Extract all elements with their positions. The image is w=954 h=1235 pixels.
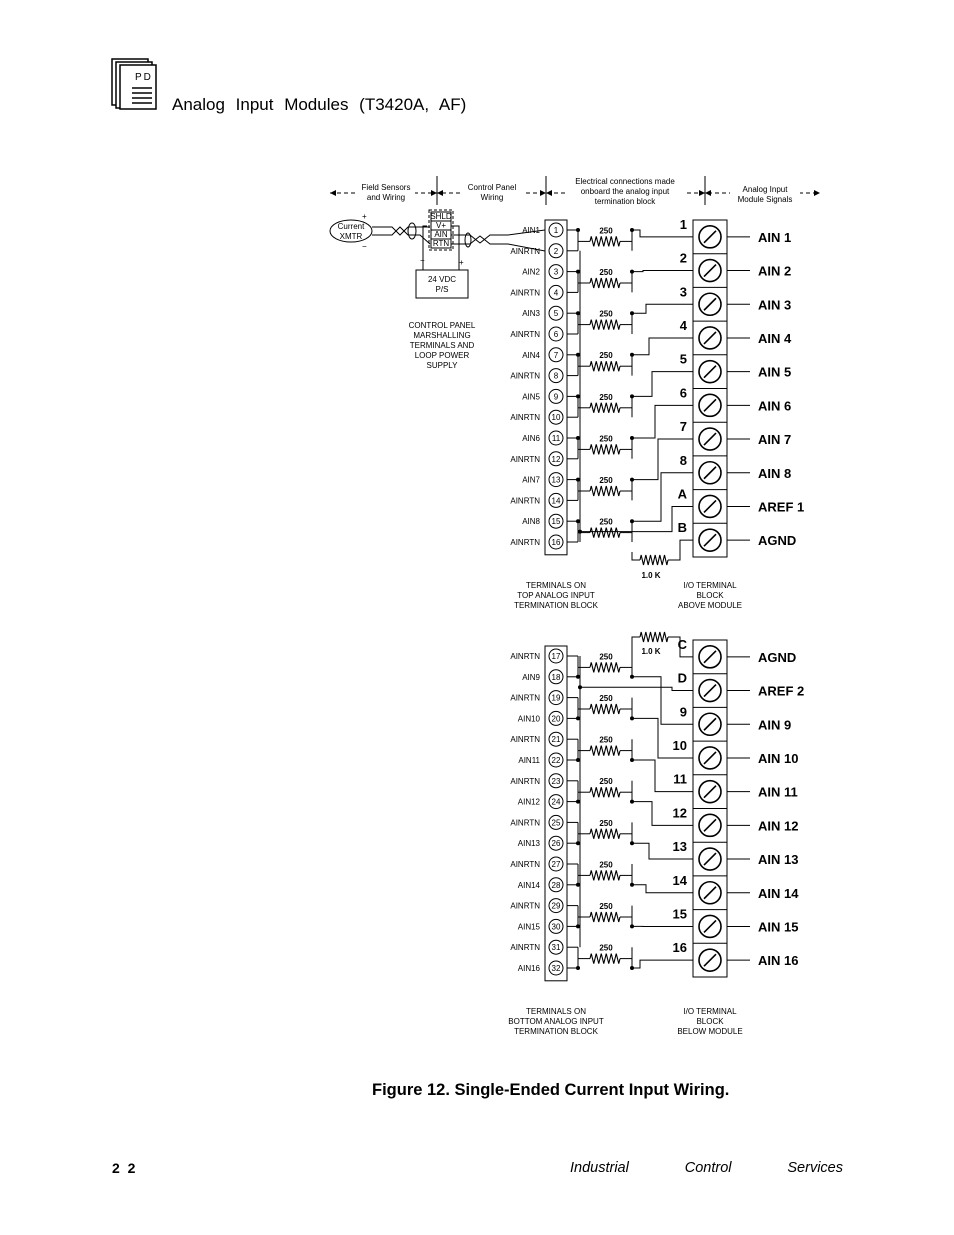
io-caption: ABOVE MODULE (677, 601, 743, 610)
terminal-number: 8 (553, 371, 559, 381)
resistor-value: 250 (599, 309, 613, 319)
resistor-value: 250 (599, 268, 613, 277)
resistor-250 (590, 870, 620, 880)
arrow-head (540, 190, 546, 196)
polarity-minus: − (362, 242, 367, 251)
termination-caption: TERMINALS ON (525, 1007, 587, 1016)
terminal-number: 14 (551, 496, 561, 506)
resistor-value: 250 (599, 351, 613, 361)
terminal-label: AIN5 (522, 392, 540, 402)
module-signal-label: AIN 5 (758, 364, 792, 380)
terminal-number: 11 (551, 434, 561, 443)
junction-dot (576, 394, 580, 398)
terminal-number: 32 (551, 964, 561, 973)
terminal-label: AINRTN (510, 693, 540, 703)
terminal-label: AINRTN (510, 288, 540, 298)
module-signal-label: AREF 1 (758, 499, 805, 515)
io-terminal-id: 6 (679, 385, 687, 401)
io-terminal-id: 2 (679, 250, 687, 266)
junction-dot (578, 530, 582, 534)
io-terminal-id: 14 (672, 872, 687, 888)
terminal-number: 4 (553, 288, 559, 298)
terminal-number: 2 (553, 246, 559, 256)
terminal-label: AIN6 (522, 434, 540, 443)
zone-label: Wiring (480, 193, 504, 202)
module-signal-label: AIN 4 (758, 330, 792, 346)
module-signal-label: AIN 1 (758, 229, 792, 245)
page-number: 2 2 (112, 1160, 138, 1176)
terminal-label: AINRTN (510, 735, 540, 745)
io-terminal-id: 3 (679, 284, 687, 300)
arrow-head (546, 190, 552, 196)
junction-dot (576, 353, 580, 357)
io-terminal-id: 7 (679, 419, 687, 435)
io-terminal-id: 8 (679, 452, 687, 468)
terminal-number: 31 (551, 943, 561, 953)
module-signal-label: AIN 8 (758, 465, 792, 481)
bias-wire (632, 552, 640, 560)
resistor-value: 250 (599, 818, 613, 828)
power-supply-label: 24 VDC (427, 275, 457, 284)
terminal-label: AIN15 (517, 922, 540, 932)
io-terminal-id: 5 (679, 351, 687, 367)
terminal-number: 10 (551, 413, 561, 423)
terminal-number: 20 (551, 714, 561, 724)
module-signal-label: AREF 2 (758, 683, 805, 699)
arrow-head (814, 190, 820, 196)
marshalling-terminal-label: RTN (432, 239, 450, 248)
terminal-number: 28 (551, 880, 561, 890)
resistor-value: 250 (599, 943, 613, 953)
module-signal-label: AIN 14 (758, 885, 799, 901)
resistor-250 (590, 320, 620, 330)
resistor-value: 250 (599, 392, 613, 402)
terminal-label: AIN2 (522, 267, 540, 277)
arrow-head (437, 190, 443, 196)
resistor-value: 250 (599, 652, 613, 662)
terminal-number: 17 (551, 652, 561, 661)
junction-dot (576, 519, 580, 523)
terminal-label: AINRTN (510, 496, 540, 506)
logo-text: PD (135, 72, 153, 83)
io-terminal-id: 13 (672, 839, 687, 855)
resistor-250 (590, 528, 620, 538)
terminal-label: AIN12 (517, 797, 540, 807)
terminal-number: 7 (553, 350, 559, 360)
junction-dot (576, 716, 580, 720)
io-caption: I/O TERMINAL (683, 1007, 737, 1016)
terminal-label: AINRTN (510, 818, 540, 828)
marshalling-terminal-label: AIN (434, 230, 448, 239)
loop-wire (451, 226, 459, 270)
junction-dot (576, 924, 580, 928)
resistor-value: 250 (599, 735, 613, 745)
terminal-number: 22 (551, 756, 561, 765)
figure-caption: Figure 12. Single-Ended Current Input Wiring. (372, 1081, 730, 1099)
resistor-value: 250 (599, 434, 613, 444)
agnd-wire (668, 540, 693, 560)
resistor-value: 250 (599, 517, 613, 527)
resistor-value: 250 (599, 694, 613, 703)
io-terminal-id: B (677, 520, 687, 536)
terminal-number: 29 (551, 901, 561, 911)
terminal-label: AIN4 (522, 350, 540, 360)
terminal-label: AIN11 (518, 756, 540, 765)
io-terminal-id: 4 (679, 317, 687, 333)
zone-label: Control Panel (467, 183, 517, 192)
terminal-label: AIN7 (522, 475, 540, 485)
resistor-250 (590, 278, 620, 288)
terminal-label: AINRTN (510, 652, 540, 661)
junction-dot (576, 800, 580, 804)
junction-dot (576, 758, 580, 762)
polarity-plus: + (362, 212, 367, 221)
junction-dot (578, 685, 582, 689)
terminal-number: 3 (553, 267, 559, 277)
io-caption: BLOCK (696, 591, 724, 600)
power-supply-label: P/S (435, 285, 449, 294)
junction-dot (576, 675, 580, 679)
footer-word: Control (684, 1160, 732, 1176)
terminal-label: AINRTN (510, 776, 540, 786)
zone-label: and Wiring (366, 193, 406, 202)
resistor-value: 250 (599, 777, 613, 787)
io-terminal-id: D (677, 670, 687, 686)
resistor-250 (590, 444, 620, 454)
module-signal-label: AIN 2 (758, 263, 792, 279)
module-signal-label: AIN 9 (758, 717, 792, 733)
bias-resistor-value: 1.0 K (641, 647, 661, 656)
aref-wire (580, 687, 693, 690)
shield (408, 223, 416, 239)
xmtr-label: Current (337, 222, 365, 231)
arrow-head (699, 190, 705, 196)
junction-dot (576, 841, 580, 845)
terminal-label: AINRTN (510, 413, 540, 423)
module-signal-label: AGND (758, 533, 797, 549)
terminal-number: 24 (551, 797, 561, 807)
terminal-number: 12 (551, 454, 561, 464)
terminal-label: AINRTN (510, 246, 540, 256)
resistor-250 (590, 361, 620, 371)
terminal-number: 9 (553, 392, 559, 402)
aref-wire (580, 506, 693, 531)
control-panel-note: SUPPLY (426, 361, 458, 370)
terminal-number: 19 (551, 693, 561, 703)
page-header-title: Analog Input Modules (T3420A, AF) (172, 95, 467, 114)
junction-dot (576, 311, 580, 315)
io-terminal-id: 11 (673, 771, 687, 787)
io-terminal-id: 9 (679, 704, 687, 720)
marshalling-terminal-label: V+ (435, 221, 447, 230)
bias-wire (632, 637, 640, 658)
terminal-number: 25 (551, 818, 561, 828)
terminal-label: AIN14 (517, 880, 540, 890)
module-signal-label: AIN 11 (758, 784, 798, 800)
bias-resistor (640, 632, 668, 642)
polarity-plus: + (459, 258, 464, 267)
terminal-number: 13 (551, 475, 561, 485)
resistor-250 (590, 829, 620, 839)
io-terminal-id: C (677, 636, 687, 652)
signal-route (632, 960, 693, 968)
resistor-value: 250 (599, 226, 613, 236)
resistor-250 (590, 704, 620, 714)
resistor-250 (590, 486, 620, 496)
terminal-label: AINRTN (510, 860, 540, 869)
arrow-head (431, 190, 437, 196)
resistor-250 (590, 912, 620, 922)
io-terminal-id: 10 (672, 737, 687, 753)
io-terminal-id: A (677, 486, 687, 502)
module-signal-label: AIN 12 (758, 818, 799, 834)
module-signal-label: AIN 10 (758, 750, 799, 766)
zone-label: Field Sensors (361, 183, 411, 192)
zone-label: termination block (594, 197, 656, 206)
terminal-label: AIN8 (522, 517, 540, 527)
zone-label: onboard the analog input (580, 187, 670, 196)
terminal-label: AINRTN (510, 454, 540, 464)
resistor-value: 250 (599, 860, 613, 870)
resistor-250 (590, 236, 620, 246)
terminal-label: AIN9 (522, 672, 540, 682)
terminal-number: 23 (551, 776, 561, 786)
terminal-label: AIN3 (522, 309, 540, 319)
arrow-head (330, 190, 336, 196)
zone-label: Electrical connections made (575, 177, 675, 186)
module-signal-label: AIN 13 (758, 852, 799, 868)
signal-route (632, 271, 693, 272)
xmtr-label: XMTR (339, 232, 363, 241)
bias-resistor (640, 555, 668, 565)
field-wire (372, 227, 430, 244)
terminal-number: 21 (551, 735, 561, 745)
termination-caption: TERMINATION BLOCK (514, 1027, 598, 1036)
module-signal-label: AIN 3 (758, 297, 792, 313)
bias-resistor-value: 1.0 K (641, 571, 661, 580)
footer-company (570, 1160, 843, 1176)
resistor-250 (590, 403, 620, 413)
terminal-label: AINRTN (510, 371, 540, 381)
io-terminal-id: 12 (672, 805, 687, 821)
termination-caption: BOTTOM ANALOG INPUT (508, 1017, 604, 1026)
terminal-label: AINRTN (510, 901, 540, 911)
termination-caption: TERMINALS ON (525, 581, 587, 590)
terminal-label: AINRTN (510, 330, 540, 339)
io-terminal-id: 15 (672, 906, 687, 922)
terminal-label: AINRTN (510, 538, 540, 547)
terminal-number: 26 (551, 839, 561, 849)
io-caption: I/O TERMINAL (683, 581, 737, 590)
terminal-number: 30 (551, 922, 561, 932)
control-panel-note: LOOP POWER (414, 351, 470, 360)
terminal-label: AIN16 (517, 964, 540, 973)
module-signal-label: AIN 16 (758, 953, 799, 969)
junction-dot (576, 270, 580, 274)
module-signal-label: AGND (758, 649, 797, 665)
control-panel-note: MARSHALLING (413, 331, 471, 340)
terminal-label: AIN10 (517, 714, 540, 724)
resistor-value: 250 (599, 476, 613, 485)
terminal-number: 5 (553, 309, 559, 319)
module-signal-label: AIN 6 (758, 398, 792, 414)
junction-dot (576, 436, 580, 440)
zone-label: Module Signals (737, 195, 793, 204)
module-signal-label: AIN 15 (758, 919, 799, 935)
terminal-number: 18 (551, 672, 561, 682)
junction-dot (576, 966, 580, 970)
terminal-number: 27 (551, 860, 561, 869)
terminal-label: AINRTN (510, 943, 540, 953)
resistor-value: 250 (599, 902, 613, 911)
polarity-minus: − (420, 256, 425, 265)
terminal-number: 15 (551, 517, 561, 527)
resistor-250 (590, 787, 620, 797)
zone-label: Analog Input (742, 185, 788, 194)
resistor-250 (590, 662, 620, 672)
footer-word: Services (787, 1160, 843, 1176)
termination-caption: TOP ANALOG INPUT (517, 591, 595, 600)
junction-dot (576, 228, 580, 232)
module-signal-label: AIN 7 (758, 432, 792, 448)
terminal-number: 16 (551, 538, 561, 547)
terminal-label: AIN13 (517, 839, 540, 849)
terminal-number: 1 (553, 226, 559, 235)
terminal-number: 6 (553, 330, 559, 339)
junction-dot (576, 883, 580, 887)
control-panel-note: CONTROL PANEL (408, 321, 476, 330)
junction-dot (576, 478, 580, 482)
signal-route (632, 304, 693, 313)
io-terminal-id: 16 (672, 940, 687, 956)
resistor-250 (590, 954, 620, 964)
termination-caption: TERMINATION BLOCK (514, 601, 598, 610)
control-panel-note: TERMINALS AND (409, 341, 475, 350)
io-terminal-id: 1 (679, 216, 687, 232)
arrow-head (705, 190, 711, 196)
resistor-250 (590, 746, 620, 756)
agnd-wire (668, 637, 693, 657)
marshalling-terminal-label: SHLD (430, 212, 452, 221)
io-caption: BELOW MODULE (677, 1027, 743, 1036)
terminal-label: AIN1 (522, 226, 540, 235)
io-caption: BLOCK (696, 1017, 724, 1026)
footer-word: Industrial (570, 1160, 629, 1176)
